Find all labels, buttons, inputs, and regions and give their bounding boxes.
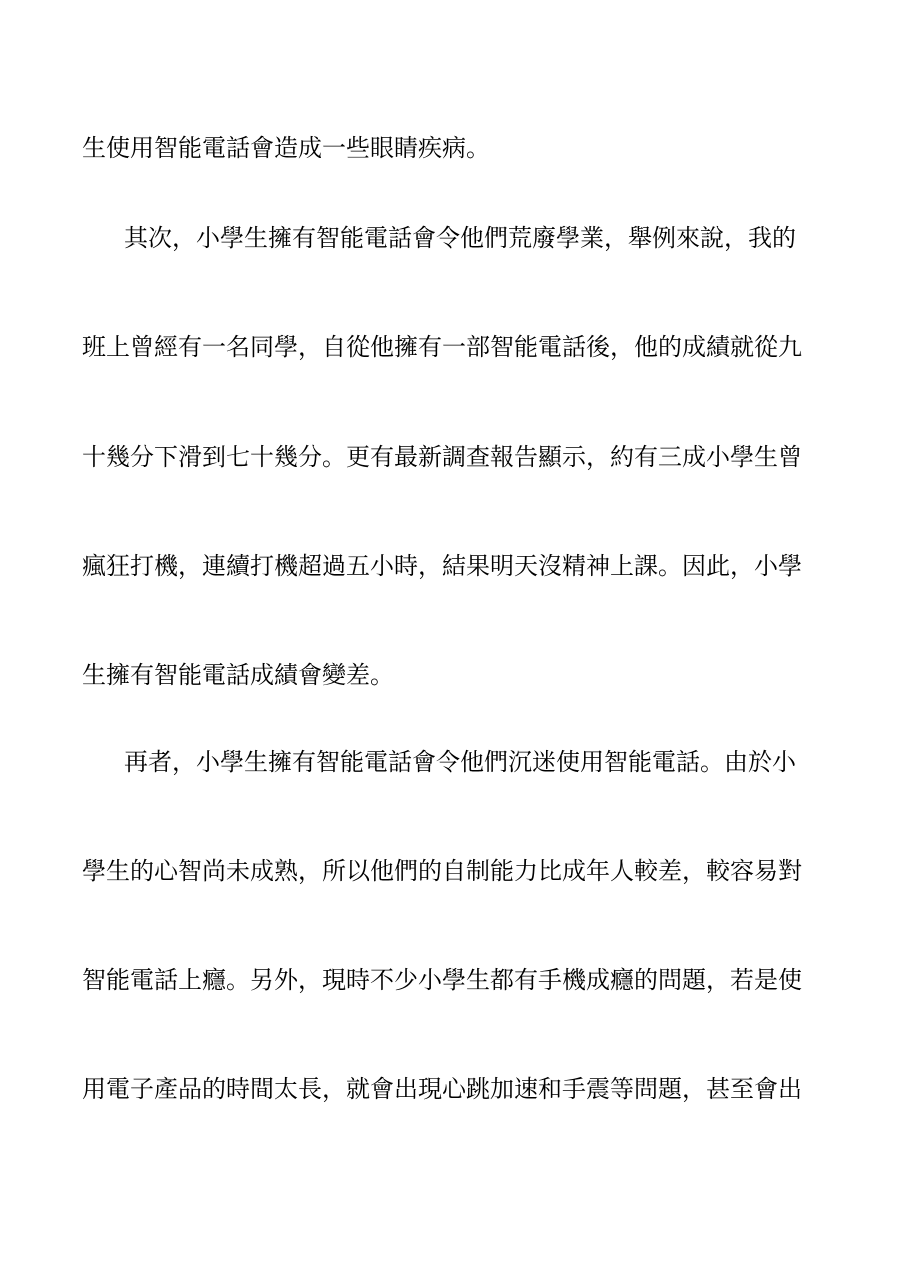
text-line: 生使用智能電話會造成一些眼睛疾病。 [82,134,490,162]
paragraph-start-line: 其次，小學生擁有智能電話會令他們荒廢學業，舉例來說，我的 [124,224,796,252]
paragraph-start-line: 再者，小學生擁有智能電話會令他們沉迷使用智能電話。由於小 [124,748,796,776]
text-line: 用電子產品的時間太長，就會出現心跳加速和手震等問題，甚至會出 [82,1075,802,1103]
text-line: 瘋狂打機，連續打機超過五小時，結果明天沒精神上課。因此，小學 [82,552,802,580]
text-line: 學生的心智尚未成熟，所以他們的自制能力比成年人較差，較容易對 [82,857,802,885]
text-line: 班上曾經有一名同學，自從他擁有一部智能電話後，他的成績就從九 [82,333,802,361]
text-line: 十幾分下滑到七十幾分。更有最新調查報告顯示，約有三成小學生曾 [82,443,802,471]
text-line: 生擁有智能電話成績會變差。 [82,661,394,689]
text-line: 智能電話上癮。另外，現時不少小學生都有手機成癮的問題，若是使 [82,966,802,994]
